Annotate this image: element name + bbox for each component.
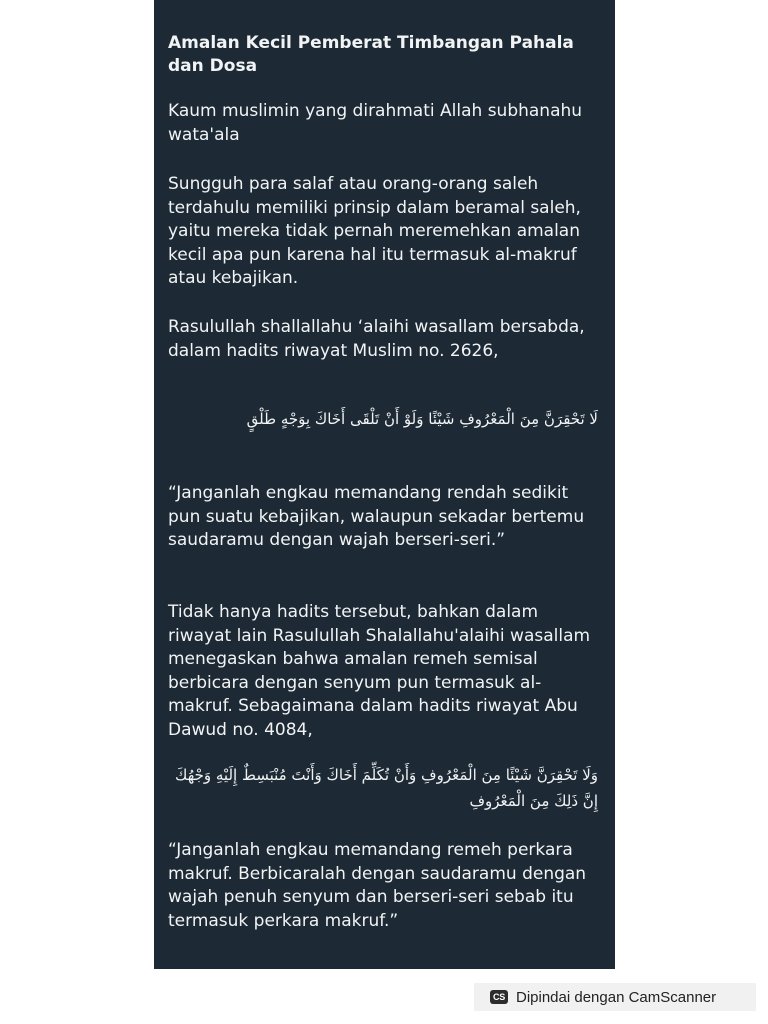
arabic-hadith-2: وَلَا تَحْقِرَنَّ شَيْئًا مِنَ الْمَعْرُوفِ وَأَنْ تُكَلِّمَ أَخَاكَ وَأَنْتَ مُنْبَسِطٌ إِلَيْهِ وَجْهُكَ إِنَّ ذَلِكَ مِنَ الْمَعْرُوفِ: [175, 766, 598, 810]
greeting-paragraph: Kaum muslimin yang dirahmati Allah subhanahu wata'ala: [168, 101, 583, 145]
arabic-hadith-1: لَا تَحْقِرَنَّ مِنَ الْمَعْرُوفِ شَيْئًا وَلَوْ أَنْ تَلْقَى أَخَاكَ بِوَجْهٍ طَلْقٍ: [246, 410, 598, 428]
camscanner-logo-icon: CS: [490, 990, 508, 1004]
translation-1: “Janganlah engkau memandang rendah sedikit pun suatu kebajikan, walaupun sekadar bertemu saudaramu dengan wajah berseri-seri.”: [168, 483, 585, 550]
intro-paragraph: Sungguh para salaf atau orang-orang saleh terdahulu memiliki prinsip dalam beramal saleh, yaitu mereka tidak pernah meremehkan amalan kecil apa pun karena hal itu termasuk al-makruf atau kebajikan.: [168, 174, 581, 288]
second-hadith-paragraph: Tidak hanya hadits tersebut, bahkan dalam riwayat lain Rasulullah Shalallahu'alaihi wasallam menegaskan bahwa amalan remeh semisal berbicara dengan senyum pun termasuk al-makruf. Sebagaimana dalam hadits riwayat Abu Dawud no. 4084,: [168, 602, 591, 740]
camscanner-label: Dipindai dengan CamScanner: [516, 988, 717, 1006]
article-title: Amalan Kecil Pemberat Timbangan Pahala dan Dosa: [168, 33, 574, 76]
translation-2: “Janganlah engkau memandang remeh perkara makruf. Berbicaralah dengan saudaramu dengan wajah penuh senyum dan berseri-seri sebab itu termasuk perkara makruf.”: [168, 840, 587, 931]
article-panel: [154, 0, 615, 969]
hadith-intro-paragraph: Rasulullah shallallahu ‘alaihi wasallam bersabda, dalam hadits riwayat Muslim no. 2626,: [168, 317, 585, 361]
camscanner-watermark: [474, 983, 756, 1011]
